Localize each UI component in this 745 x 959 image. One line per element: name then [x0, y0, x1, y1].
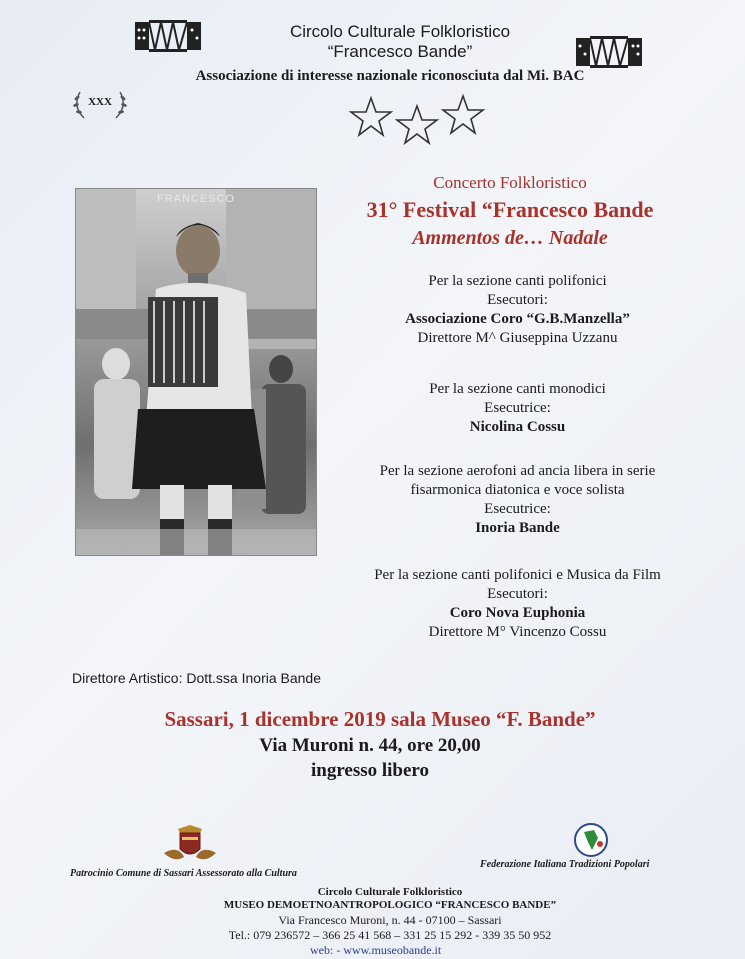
star-icon [351, 98, 391, 135]
section-performer: Inoria Bande [475, 520, 560, 536]
section-heading-line2: fisarmonica diatonica e voce solista [410, 482, 625, 498]
patronage-text: Patrocinio Comune di Sassari Assessorato alla Cultura [70, 868, 297, 879]
laurel-text: XXX [88, 96, 112, 108]
footer-address: Via Francesco Muroni, n. 44 - 07100 – Sassari [278, 913, 502, 927]
section-director: Direttore M^ Giuseppina Uzzanu [417, 330, 618, 346]
org-name-line2: “Francesco Bande” [327, 42, 473, 61]
section-film-music [330, 566, 705, 642]
section-director: Direttore M° Vincenzo Cossu [428, 624, 607, 640]
association-recognition: Associazione di interesse nazionale riconosciuta dal Mi. BAC [195, 68, 585, 84]
star-icon [443, 96, 483, 133]
section-heading: Per la sezione canti polifonici [428, 273, 607, 289]
section-polyphonic [330, 272, 705, 348]
three-stars-icon [345, 92, 495, 152]
fitp-logo-icon [570, 822, 612, 858]
concert-title: Concerto Folkloristico [433, 173, 587, 192]
photo-caption: FRANCESCO [156, 193, 236, 205]
section-heading: Per la sezione aerofoni ad ancia libera in serie [379, 463, 656, 479]
section-performer: Associazione Coro “G.B.Manzella” [405, 311, 630, 327]
section-role: Esecutrice: [484, 400, 551, 416]
crest-icon [160, 823, 220, 865]
event-address-time: Via Muroni n. 44, ore 20,00 [259, 735, 481, 756]
org-name-line1: Circolo Culturale Folkloristico [289, 22, 511, 41]
footer-org: Circolo Culturale Folkloristico [317, 886, 463, 898]
artistic-director: Direttore Artistico: Dott.ssa Inoria Bande [72, 670, 321, 686]
section-performer: Coro Nova Euphonia [449, 605, 586, 621]
footer-phone: Tel.: 079 236572 – 366 25 41 568 – 331 25 15 292 - 339 35 50 952 [228, 928, 552, 942]
section-role: Esecutori: [487, 586, 548, 602]
star-icon [397, 106, 437, 143]
section-role: Esecutrice: [484, 501, 551, 517]
section-aerophones [330, 462, 705, 538]
festival-title: 31° Festival “Francesco Bande [366, 197, 654, 222]
event-entry: ingresso libero [310, 760, 430, 781]
section-performer: Nicolina Cossu [469, 419, 566, 435]
federation-text: Federazione Italiana Tradizioni Popolari [480, 859, 650, 870]
section-heading: Per la sezione canti monodici [429, 381, 606, 397]
footer-museum: MUSEO DEMOETNOANTROPOLOGICO “FRANCESCO BANDE” [223, 899, 557, 911]
event-date-place: Sassari, 1 dicembre 2019 sala Museo “F. Bande” [164, 707, 596, 731]
accordion-player-photo [75, 188, 317, 556]
section-monodic [330, 380, 705, 437]
accordion-icon-left [133, 16, 203, 56]
festival-subtitle: Ammentos de… Nadale [412, 227, 608, 249]
section-role: Esecutori: [487, 292, 548, 308]
footer-website-link[interactable]: web: - www.museobande.it [310, 943, 442, 957]
section-heading: Per la sezione canti polifonici e Musica da Film [374, 567, 661, 583]
